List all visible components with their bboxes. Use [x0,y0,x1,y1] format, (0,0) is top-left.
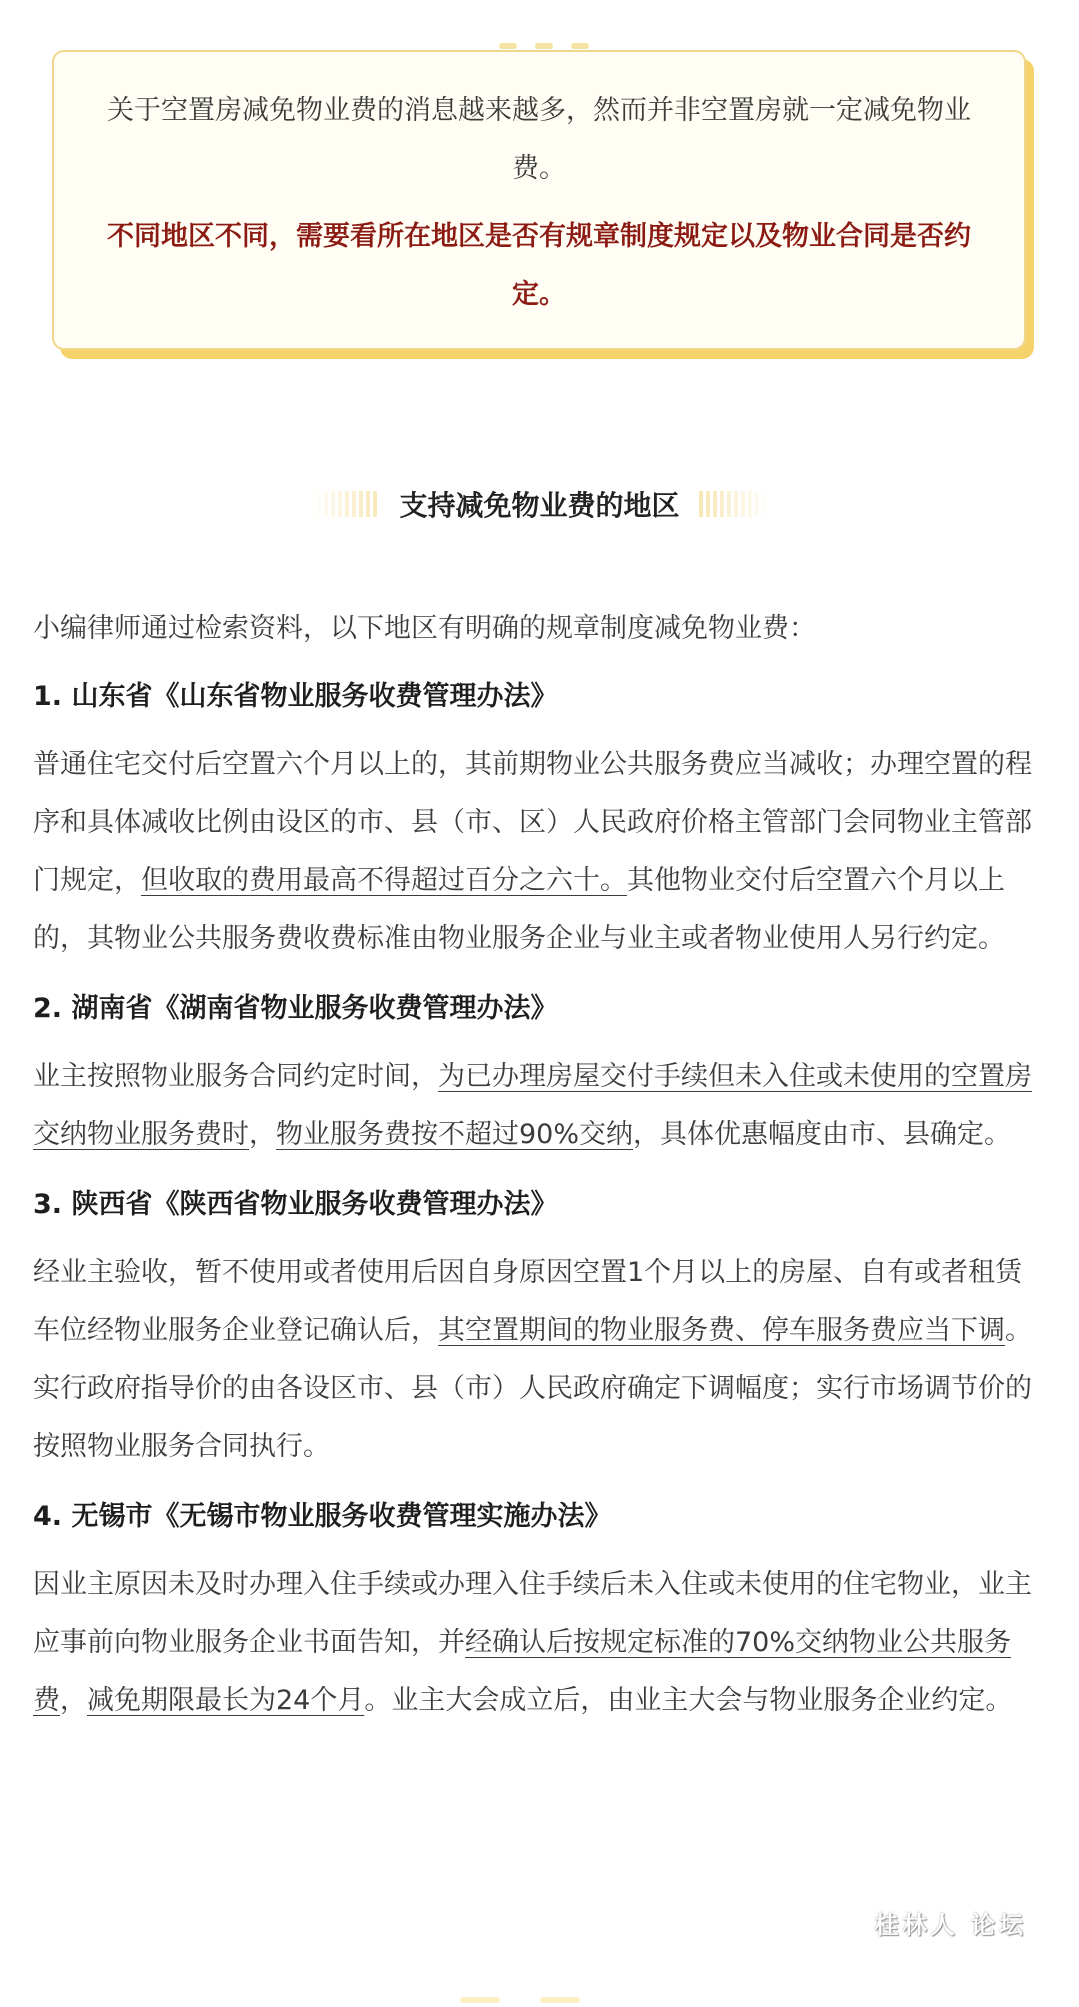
item-heading-hunan: 2. 湖南省《湖南省物业服务收费管理办法》 [33,993,558,1024]
notice-text: 关于空置房减免物业费的消息越来越多，然而并非空置房就一定减免物业费。 [107,95,971,184]
underlined-clause: 为已办理房屋交付手续但未入住或未使用的空置房交纳物业服务费时 [33,1061,1032,1150]
item-text-shaanxi: 经业主验收，暂不使用或者使用后因自身原因空置1个月以上的房屋、自有或者租赁车位经物业服务企业登记确认后，其空置期间的物业服务费、停车服务费应当下调。实行政府指导价的由各设区市、县（市）人民政府确定下调幅度；实行市场调节价的按照物业服务合同执行。 [33,1257,1032,1462]
bottom-decoration [440,1988,640,1996]
article-body [33,600,1048,1742]
notice-highlight-text: 不同地区不同，需要看所在地区是否有规章制度规定以及物业合同是否约定。 [107,221,971,310]
item-text-wuxi: 因业主原因未及时办理入住手续或办理入住手续后未入住或未使用的住宅物业，业主应事前向物业服务企业书面告知，并经确认后按规定标准的70%交纳物业公共服务费，减免期限最长为24个月。业主大会成立后，由业主大会与物业服务企业约定。 [33,1569,1032,1716]
item-heading-shaanxi: 3. 陕西省《陕西省物业服务收费管理办法》 [33,1189,558,1220]
underlined-clause: 其空置期间的物业服务费、停车服务费应当下调 [438,1315,1005,1346]
site-watermark: 桂林人 论坛 [874,1911,1027,1939]
section-title: 支持减免物业费的地区 [399,489,680,522]
underlined-clause: 减免期限最长为24个月 [87,1685,365,1716]
notice-box [52,50,1026,350]
item-text-hunan: 业主按照物业服务合同约定时间，为已办理房屋交付手续但未入住或未使用的空置房交纳物业服务费时，物业服务费按不超过90%交纳，具体优惠幅度由市、县确定。 [33,1061,1032,1150]
underlined-clause: 但收取的费用最高不得超过百分之六十。 [141,865,627,896]
top-decoration [490,34,600,44]
underlined-clause: 经确认后按规定标准的70%交纳物业公共服务费 [33,1627,1012,1716]
item-heading-wuxi: 4. 无锡市《无锡市物业服务收费管理实施办法》 [33,1501,612,1532]
intro-text: 小编律师通过检索资料，以下地区有明确的规章制度减免物业费： [33,613,816,644]
underlined-clause: 物业服务费按不超过90%交纳 [276,1119,634,1150]
item-text-shandong: 普通住宅交付后空置六个月以上的，其前期物业公共服务费应当减收；办理空置的程序和具体减收比例由设区的市、县（市、区）人民政府价格主管部门会同物业主管部门规定，但收取的费用最高不得超过百分之六十。其他物业交付后空置六个月以上的，其物业公共服务费收费标准由物业服务企业与业主或者物业使用人另行约定。 [33,749,1032,954]
heading-decoration-right [699,491,769,517]
section-heading [0,484,1079,524]
heading-decoration-left [310,491,380,517]
item-heading-shandong: 1. 山东省《山东省物业服务收费管理办法》 [33,681,558,712]
